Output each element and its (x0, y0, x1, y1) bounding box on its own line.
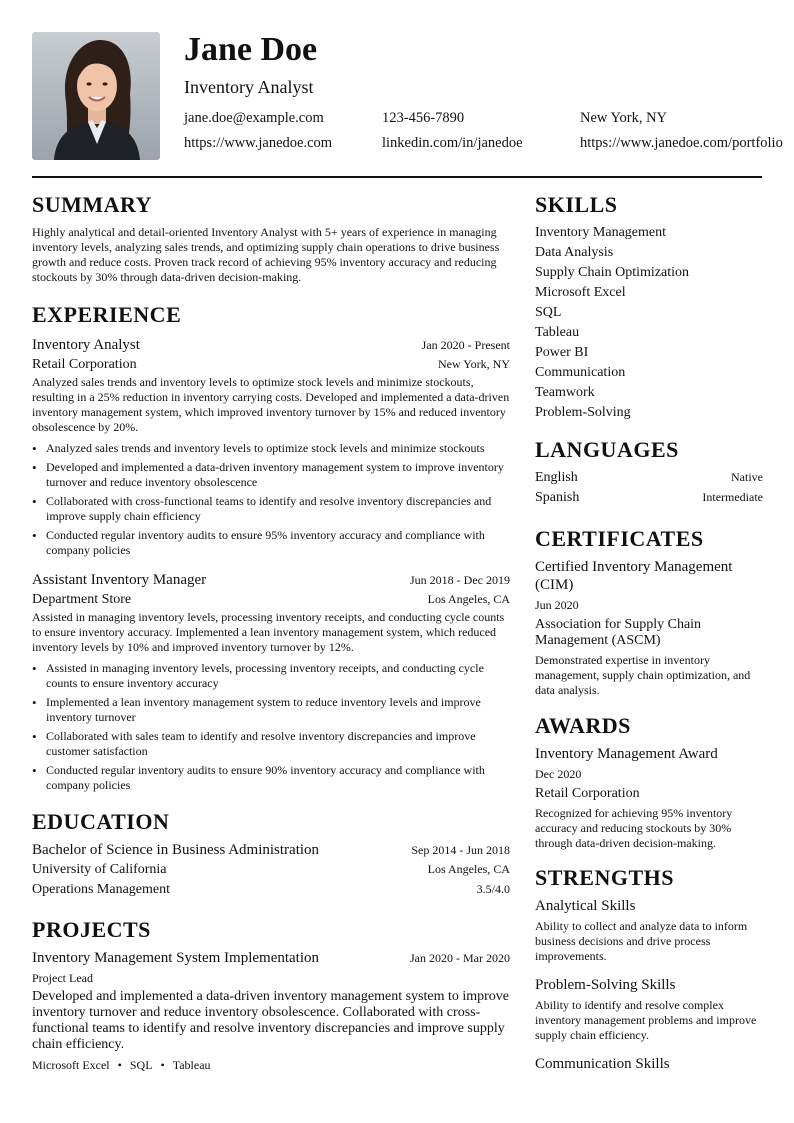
project-tag: SQL (129, 1058, 153, 1072)
projects-section (32, 917, 510, 1073)
education-school: University of California (32, 862, 167, 877)
contact-phone[interactable]: 123-456-7890 (382, 110, 465, 126)
language-item (535, 468, 763, 488)
language-name: Spanish (535, 490, 580, 505)
language-item (535, 488, 763, 508)
language-level: Native (731, 470, 763, 484)
project-tag: Microsoft Excel (32, 1058, 110, 1072)
skill-item: Problem-Solving (535, 405, 631, 420)
strengths-heading: STRENGTHS (535, 865, 674, 890)
tag-separator: • (160, 1058, 165, 1072)
certificate-description: Demonstrated expertise in inventory management, supply chain optimization, and data analysis. (535, 653, 751, 697)
job-dates: Jun 2018 - Dec 2019 (410, 573, 510, 587)
job-bullet: • Conducted regular inventory audits to ensure 90% inventory accuracy and compliance with company policies (32, 763, 510, 793)
job-bullet: • Implemented a lean inventory management system to reduce inventory levels and improve inventory turnover (32, 695, 510, 725)
skill-item: SQL (535, 305, 562, 320)
award-issuer: Retail Corporation (535, 786, 640, 801)
profile-photo (32, 32, 160, 160)
strengths-section (535, 865, 763, 1073)
skill-item: Communication (535, 365, 626, 380)
education-location: Los Angeles, CA (427, 862, 510, 876)
project-description: Developed and implemented a data-driven inventory management system to improve inventory turnover and reduce inventory obsolescence. Collaborated with cross-functional teams to identify and resolve inventory discrepancies and improve supply chain efficiency. (32, 989, 510, 1052)
skill-item: Microsoft Excel (535, 285, 626, 300)
job-dates: Jan 2020 - Present (421, 338, 510, 352)
languages-heading: LANGUAGES (535, 437, 679, 462)
job-company: Department Store (32, 592, 132, 607)
certificates-section (535, 526, 763, 698)
summary-section (32, 192, 510, 285)
contact-email[interactable]: jane.doe@example.com (184, 110, 324, 126)
summary-text: Highly analytical and detail-oriented Inventory Analyst with 5+ years of experience in managing inventory levels, analyzing sales trends, and optimizing supply chain operations to drive business growth and reduce costs. Proven track record of achieving 95% inventory accuracy and reducing stockouts by 30% through data-driven decision-making. (32, 225, 500, 284)
strength-name: Communication Skills (535, 1056, 670, 1072)
certificate-issuer: Association for Supply Chain Management (ASCM) (535, 617, 702, 648)
language-name: English (535, 470, 578, 485)
award-description: Recognized for achieving 95% inventory accuracy and reducing stockouts by 30% through data-driven decision-making. (535, 806, 733, 850)
projects-heading: PROJECTS (32, 917, 151, 942)
skill-item: Supply Chain Optimization (535, 265, 689, 280)
awards-heading: AWARDS (535, 713, 631, 738)
candidate-name: Jane Doe (184, 31, 318, 68)
skill-item: Inventory Management (535, 225, 667, 240)
job-location: New York, NY (437, 357, 510, 371)
experience-heading: EXPERIENCE (32, 302, 182, 327)
strength-description: Ability to identify and resolve complex inventory management problems and improve supply chain efficiency. (535, 998, 757, 1042)
project-dates: Jan 2020 - Mar 2020 (410, 951, 510, 965)
languages-section (535, 437, 763, 508)
education-field: Operations Management (32, 882, 171, 897)
left-column (32, 192, 510, 1073)
certificates-heading: CERTIFICATES (535, 526, 704, 551)
award-name: Inventory Management Award (535, 746, 718, 762)
strength-name: Analytical Skills (535, 898, 636, 914)
job-title: Inventory Analyst (32, 337, 140, 353)
job-bullets (32, 661, 510, 793)
summary-heading: SUMMARY (32, 192, 153, 217)
contact-website[interactable]: https://www.janedoe.com (184, 135, 333, 151)
skill-item: Tableau (535, 325, 580, 340)
job-bullet: • Collaborated with cross-functional teams to identify and resolve inventory discrepancies and improve supply chain efficiency (32, 494, 510, 524)
experience-section (32, 302, 510, 793)
project-role: Project Lead (32, 971, 93, 985)
education-dates: Sep 2014 - Jun 2018 (411, 843, 510, 857)
skill-item: Power BI (535, 345, 589, 360)
project-tag: Tableau (172, 1058, 211, 1072)
award-date: Dec 2020 (535, 767, 582, 781)
job-bullet: • Conducted regular inventory audits to ensure 95% inventory accuracy and compliance with company policies (32, 528, 510, 558)
education-heading: EDUCATION (32, 809, 170, 834)
experience-entry (32, 335, 510, 558)
skills-section (535, 192, 763, 423)
contact-portfolio[interactable]: https://www.janedoe.com/portfolio (580, 135, 783, 151)
education-section (32, 809, 510, 900)
tag-separator: • (117, 1058, 122, 1072)
job-description: Assisted in managing inventory levels, processing inventory receipts, and conducting cycle counts to ensure inventory accuracy. Implemented a lean inventory management system, which reduced inventory levels by 10% and improved inventory turnover by 12%. (32, 610, 505, 654)
skills-heading: SKILLS (535, 192, 618, 217)
job-description: Analyzed sales trends and inventory levels to optimize stock levels and minimize stockouts, resulting in a 25% reduction in inventory carrying costs. Developed and implemented a data-driven inventory management system, which improved inventory turnover by 15% and reduced inventory obsolescence by 20%. (32, 375, 510, 434)
project-tags (32, 1058, 510, 1073)
right-column (535, 192, 763, 1073)
education-degree: Bachelor of Science in Business Administration (32, 842, 320, 858)
job-bullet: • Collaborated with sales team to identify and resolve inventory discrepancies and improve customer satisfaction (32, 729, 510, 759)
candidate-title: Inventory Analyst (184, 77, 314, 97)
job-bullet: • Analyzed sales trends and inventory levels to optimize stock levels and minimize stockouts (32, 441, 510, 456)
skill-item: Teamwork (535, 385, 595, 400)
awards-section (535, 713, 763, 851)
certificate-name: Certified Inventory Management (CIM) (535, 559, 733, 593)
skill-item: Data Analysis (535, 245, 614, 260)
contact-linkedin[interactable]: linkedin.com/in/janedoe (382, 135, 523, 151)
certificate-date: Jun 2020 (535, 598, 579, 612)
language-level: Intermediate (702, 490, 763, 504)
education-gpa: 3.5/4.0 (476, 882, 510, 896)
job-location: Los Angeles, CA (427, 592, 510, 606)
job-bullet: • Developed and implemented a data-driven inventory management system to improve inventory turnover and reduce inventory obsolescence (32, 460, 510, 490)
strength-name: Problem-Solving Skills (535, 977, 676, 993)
project-title: Inventory Management System Implementation (32, 950, 320, 966)
experience-entry (32, 570, 510, 793)
job-company: Retail Corporation (32, 357, 137, 372)
job-bullets (32, 441, 510, 558)
header-divider (32, 176, 762, 178)
contact-location: New York, NY (580, 110, 668, 126)
job-bullet: • Assisted in managing inventory levels, processing inventory receipts, and conducting cycle counts to ensure inventory accuracy (32, 661, 510, 691)
job-title: Assistant Inventory Manager (32, 572, 207, 588)
strength-description: Ability to collect and analyze data to inform business decisions and drive process improvements. (535, 919, 748, 963)
